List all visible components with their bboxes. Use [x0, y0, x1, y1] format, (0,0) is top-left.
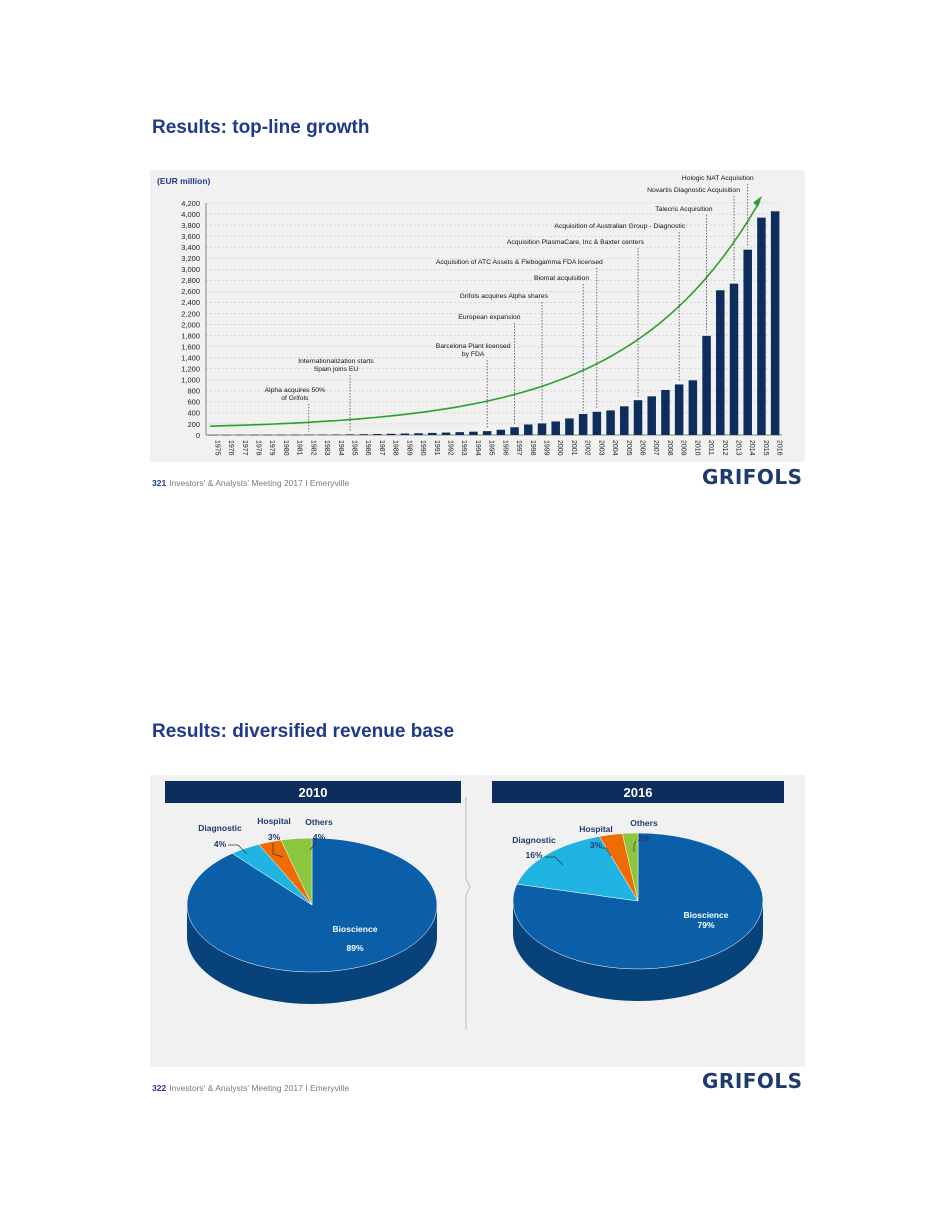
y-tick-label: 3,800: [181, 220, 200, 230]
x-tick-label-1987: 1987: [377, 440, 385, 456]
bar-2013: [730, 284, 739, 435]
x-tick-label-1999: 1999: [542, 440, 550, 456]
y-tick-label: 2,200: [181, 309, 200, 319]
x-tick-label-2011: 2011: [707, 440, 715, 456]
y-tick-label: 3,200: [181, 254, 200, 264]
bar-1975: [209, 435, 218, 436]
x-tick-label-1981: 1981: [295, 440, 303, 456]
x-tick-label-2015: 2015: [761, 440, 769, 456]
bar-1985: [346, 434, 355, 435]
pie-2016-bioscience-label: 79%: [697, 920, 715, 930]
x-tick-label-2009: 2009: [679, 440, 687, 456]
trend-arrowhead: [753, 196, 762, 207]
y-tick-label: 1,800: [181, 331, 200, 341]
bar-1982: [305, 435, 314, 436]
x-tick-label-2006: 2006: [638, 440, 646, 456]
slide1-footer-text: Investors' & Analysts' Meeting 2017 I Emeryville: [169, 478, 350, 488]
bar-1995: [483, 431, 492, 435]
pie-2016-diagnostic-name: Diagnostic: [512, 835, 556, 845]
bar-1977: [236, 435, 245, 436]
y-tick-label: 600: [187, 397, 200, 407]
y-tick-label: 400: [187, 408, 200, 418]
annotation-1982-line: Alpha acquires 50%: [264, 387, 326, 394]
y-tick-label: 1,000: [181, 375, 200, 385]
annotation-2009-line: Acquisition of Australian Group - Diagnostic: [554, 223, 686, 230]
bar-1979: [263, 435, 272, 436]
x-tick-label-1998: 1998: [528, 440, 536, 456]
x-tick-label-2008: 2008: [665, 440, 673, 456]
x-tick-label-2007: 2007: [652, 440, 660, 456]
bar-2007: [647, 396, 656, 435]
pie-2010-others-label: 4%: [312, 832, 326, 842]
bar-2010: [689, 380, 698, 435]
bar-2008: [661, 390, 670, 435]
bar-chart: [150, 170, 805, 462]
slide2-grifols-logo: GRIFOLS: [702, 1069, 803, 1093]
panel-divider: [466, 797, 470, 1030]
y-tick-label: 4,000: [181, 209, 200, 219]
x-tick-label-2000: 2000: [556, 440, 564, 456]
annotation-1982-line: of Grifols: [281, 395, 309, 402]
x-tick-label-2016: 2016: [775, 440, 783, 456]
annotation-2006-line: Acquisition PlasmaCare, Inc & Baxter centers: [506, 239, 644, 246]
pie-2016-hospital-label: 3%: [589, 840, 603, 850]
y-unit-label: (EUR million): [157, 176, 211, 186]
x-tick-label-1976: 1976: [227, 440, 235, 456]
x-tick-label-1975: 1975: [213, 440, 221, 456]
bar-1984: [332, 435, 341, 436]
x-tick-label-1983: 1983: [323, 440, 331, 456]
x-tick-label-1997: 1997: [515, 440, 523, 456]
bar-2000: [551, 421, 560, 435]
slide2-title: Results: diversified revenue base: [152, 721, 455, 742]
x-tick-label-1979: 1979: [268, 440, 276, 456]
x-tick-label-1994: 1994: [473, 440, 481, 456]
bar-1997: [510, 427, 519, 435]
x-tick-label-1989: 1989: [405, 440, 413, 456]
annotation-2014-line: Hologic NAT Acquisition: [681, 175, 754, 182]
slide2-footer: [152, 1083, 349, 1093]
pie-2010-bioscience-name: Bioscience: [332, 924, 378, 934]
bar-1981: [291, 435, 300, 436]
bar-1998: [524, 425, 533, 435]
pie-2016-hospital-name: Hospital: [579, 824, 613, 834]
y-tick-label: 4,200: [181, 198, 200, 208]
annotation-1995-line: by FDA: [461, 351, 485, 358]
pie-2016-diagnostic-label: 16%: [525, 850, 543, 860]
x-tick-label-2004: 2004: [611, 440, 619, 456]
x-tick-label-2005: 2005: [624, 440, 632, 456]
pie-chart-panel: [150, 775, 805, 1067]
y-tick-label: 1,200: [181, 364, 200, 374]
annotation-2003-line: Acquisition of ATC Assets & Flebogamma FDA licensed: [435, 259, 603, 266]
y-tick-label: 2,600: [181, 287, 200, 297]
slide1-grifols-logo: GRIFOLS: [702, 465, 803, 489]
y-tick-label: 200: [187, 419, 200, 429]
x-tick-label-2013: 2013: [734, 440, 742, 456]
bar-2003: [593, 412, 602, 435]
annotation-1997-line: European expansion: [458, 314, 521, 321]
pie-2010-bioscience-label: 89%: [346, 943, 364, 953]
x-tick-label-1992: 1992: [446, 440, 454, 456]
x-tick-label-2001: 2001: [569, 440, 577, 456]
bar-1994: [469, 432, 478, 435]
x-tick-label-2012: 2012: [720, 440, 728, 456]
y-tick-label: 3,600: [181, 231, 200, 241]
bar-2009: [675, 384, 684, 435]
slide1-page-number: 321: [152, 478, 167, 488]
x-tick-label-1990: 1990: [419, 440, 427, 456]
x-tick-label-1995: 1995: [487, 440, 495, 456]
bar-1976: [222, 435, 231, 436]
annotation-1999-line: Grifols acquires Alpha shares: [459, 293, 548, 300]
y-tick-label: 800: [187, 386, 200, 396]
bar-1988: [387, 434, 396, 435]
x-tick-label-1986: 1986: [364, 440, 372, 456]
y-tick-label: 2,000: [181, 320, 200, 330]
x-tick-label-1985: 1985: [350, 440, 358, 456]
bar-2001: [565, 418, 574, 435]
x-tick-label-2014: 2014: [748, 440, 756, 456]
bar-1978: [250, 435, 259, 436]
pie-charts: [150, 775, 805, 1067]
x-tick-label-1988: 1988: [391, 440, 399, 456]
bar-1987: [373, 434, 382, 435]
bar-1980: [277, 435, 286, 436]
x-tick-label-1993: 1993: [460, 440, 468, 456]
y-tick-label: 1,400: [181, 353, 200, 363]
pie-2010-hospital-label: 3%: [267, 832, 281, 842]
pie-2010-others-name: Others: [305, 817, 333, 827]
y-tick-label: 2,800: [181, 276, 200, 286]
bar-1996: [497, 430, 506, 435]
x-tick-label-1977: 1977: [240, 440, 248, 456]
annotation-1985-line: Spain joins EU: [313, 366, 359, 373]
bar-chart-panel: [150, 170, 805, 462]
y-tick-label: 1,600: [181, 342, 200, 352]
bar-1989: [401, 434, 410, 435]
pie-2010-diagnostic-label: 4%: [213, 839, 227, 849]
bar-1990: [414, 433, 423, 435]
bar-1992: [442, 433, 451, 435]
x-tick-label-2002: 2002: [583, 440, 591, 456]
x-tick-label-1978: 1978: [254, 440, 262, 456]
x-tick-label-1996: 1996: [501, 440, 509, 456]
pie-2010-hospital-name: Hospital: [257, 816, 291, 826]
slide1-footer: [152, 478, 349, 488]
annotation-2002-line: Biomat acquisition: [533, 275, 590, 282]
x-tick-label-1980: 1980: [281, 440, 289, 456]
bar-2004: [606, 410, 615, 435]
bar-2014: [743, 250, 752, 435]
slide2-page-number: 322: [152, 1083, 167, 1093]
pie-year-label-2016: 2016: [623, 785, 653, 800]
slide1-title: Results: top-line growth: [152, 117, 370, 138]
pie-2016-bioscience-name: Bioscience: [683, 910, 729, 920]
y-tick-label: 2,400: [181, 298, 200, 308]
y-tick-label: 3,000: [181, 265, 200, 275]
bar-2011: [702, 336, 711, 435]
bar-2015: [757, 218, 766, 435]
slide2-footer-text: Investors' & Analysts' Meeting 2017 I Emeryville: [169, 1083, 350, 1093]
bar-1993: [455, 432, 464, 435]
annotation-2013-line: Novartis Diagnostic Acquisition: [647, 187, 740, 194]
x-tick-label-1991: 1991: [432, 440, 440, 456]
x-tick-label-2003: 2003: [597, 440, 605, 456]
bar-2016: [771, 211, 780, 435]
bar-1986: [359, 434, 368, 435]
annotation-1985-line: Internationalization starts: [298, 358, 374, 365]
annotation-1995-line: Barcelona Plant licensed: [435, 343, 511, 350]
bar-1999: [538, 423, 547, 435]
y-tick-label: 3,400: [181, 242, 200, 252]
x-tick-label-1984: 1984: [336, 440, 344, 456]
bar-2005: [620, 406, 629, 435]
bar-2012: [716, 290, 725, 435]
y-tick-label: 0: [195, 430, 200, 440]
pie-2016-others-name: Others: [630, 818, 658, 828]
annotation-2011-line: Talecris Acquisition: [655, 206, 713, 213]
x-tick-label-2010: 2010: [693, 440, 701, 456]
bar-1983: [318, 435, 327, 436]
pie-2016-others-label: 2%: [637, 833, 651, 843]
x-tick-label-1982: 1982: [309, 440, 317, 456]
bar-1991: [428, 433, 437, 435]
pie-year-label-2010: 2010: [298, 785, 328, 800]
bar-2002: [579, 414, 588, 435]
bar-2006: [634, 400, 643, 435]
pie-2010-diagnostic-name: Diagnostic: [198, 823, 242, 833]
